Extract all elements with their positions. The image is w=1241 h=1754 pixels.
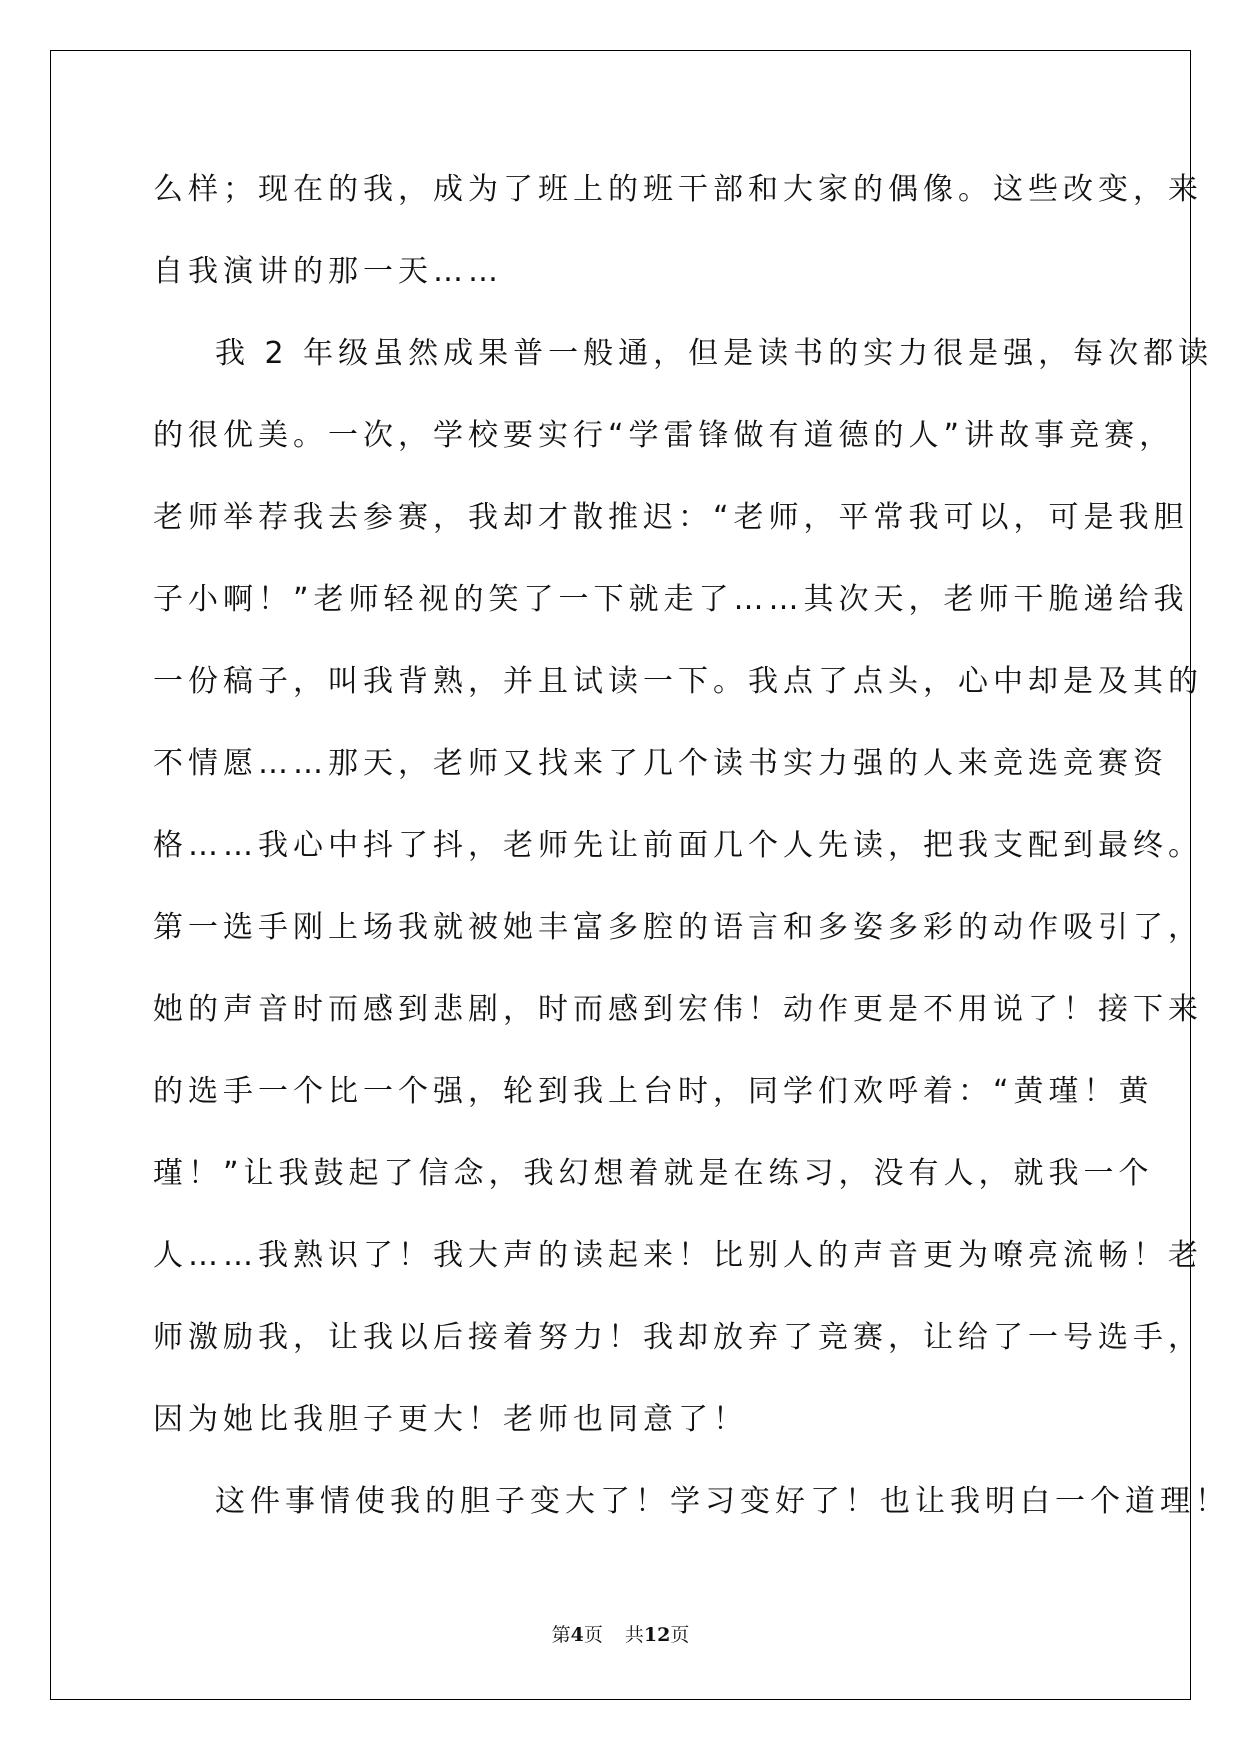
- page-footer: [0, 1620, 1241, 1647]
- text-line: 的很优美。一次，学校要实行“学雷锋做有道德的人”讲故事竞赛，: [153, 418, 1175, 453]
- text-line: 老师举荐我去参赛，我却才散推迟：“老师，平常我可以，可是我胆: [153, 500, 1189, 535]
- text-line: 格……我心中抖了抖，老师先让前面几个人先读，把我支配到最终。: [153, 828, 1203, 863]
- text-line: 的选手一个比一个强，轮到我上台时，同学们欢呼着：“黄瑾！黄: [153, 1074, 1154, 1109]
- text-line: 第一选手刚上场我就被她丰富多腔的语言和多姿多彩的动作吸引了，: [153, 910, 1203, 945]
- text-line: 因为她比我胆子更大！老师也同意了！: [153, 1402, 748, 1437]
- page-prefix: 第: [551, 1624, 571, 1646]
- page-number: 4: [570, 1624, 584, 1646]
- text-line: 不情愿……那天，老师又找来了几个读书实力强的人来竞选竞赛资: [153, 746, 1168, 781]
- document-body: [153, 149, 1230, 1543]
- text-line: 么样；现在的我，成为了班上的班干部和大家的偶像。这些改变，来: [153, 172, 1203, 207]
- text-line: 瑾！”让我鼓起了信念，我幻想着就是在练习，没有人，就我一个: [153, 1156, 1154, 1191]
- text-line: 我 2 年级虽然成果普一般通，但是读书的实力很是强，每次都读: [215, 336, 1214, 371]
- text-line: 这件事情使我的胆子变大了！学习变好了！也让我明白一个道理！: [215, 1484, 1230, 1519]
- page-suffix: 页: [583, 1624, 603, 1646]
- total-suffix: 页: [670, 1624, 690, 1646]
- total-prefix: 共: [624, 1624, 644, 1646]
- text-line: 子小啊！”老师轻视的笑了一下就走了……其次天，老师干脆递给我: [153, 582, 1189, 617]
- text-line: 自我演讲的那一天……: [153, 254, 503, 289]
- total-pages: 12: [643, 1624, 671, 1646]
- text-line: 一份稿子，叫我背熟，并且试读一下。我点了点头，心中却是及其的: [153, 664, 1203, 699]
- text-line: 她的声音时而感到悲剧，时而感到宏伟！动作更是不用说了！接下来: [153, 992, 1203, 1027]
- text-line: 师激励我，让我以后接着努力！我却放弃了竞赛，让给了一号选手，: [153, 1320, 1203, 1355]
- text-line: 人……我熟识了！我大声的读起来！比别人的声音更为嘹亮流畅！老: [153, 1238, 1203, 1273]
